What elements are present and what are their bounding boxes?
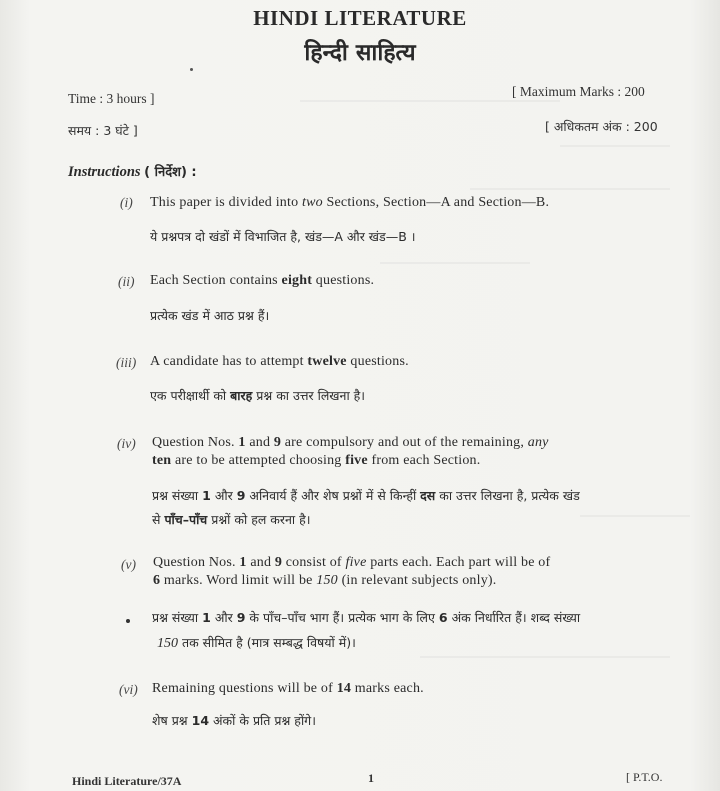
instruction-number: (iv) [117, 436, 136, 451]
show-through-mark [300, 100, 560, 102]
bullet-mark [126, 619, 130, 623]
page-title-hindi: हिन्दी साहित्य [304, 40, 416, 66]
pto-label: [ P.T.O. [626, 770, 663, 784]
instruction-text-en: Each Section contains eight questions. [150, 273, 375, 288]
time-en: Time : 3 hours ] [68, 91, 155, 106]
show-through-mark [580, 515, 690, 517]
instruction-text-hi: प्रत्येक खंड में आठ प्रश्न हैं। [150, 308, 270, 323]
instruction-text-en: Question Nos. 1 and 9 are compulsory and out of the remaining, any [152, 435, 549, 450]
page-title: HINDI LITERATURE [253, 6, 467, 30]
show-through-mark [380, 262, 530, 264]
instruction-text-en: A candidate has to attempt twelve questions. [150, 354, 409, 369]
show-through-mark [470, 188, 670, 190]
instruction-text-en: 6 marks. Word limit will be 150 (in relevant subjects only). [153, 573, 497, 588]
instructions-heading [68, 162, 197, 181]
instruction-number: (vi) [119, 682, 138, 697]
instruction-text-en: ten are to be attempted choosing five from each Section. [152, 453, 481, 468]
instructions-heading-en: Instructions [68, 164, 141, 180]
instruction-text-en: Remaining questions will be of 14 marks each. [152, 681, 424, 696]
paper-code: Hindi Literature/37A [72, 774, 182, 788]
instruction-text-hi: एक परीक्षार्थी को बारह प्रश्न का उत्तर लिखना है। [150, 388, 366, 403]
instruction-text-hi: 150 तक सीमित है (मात्र सम्बद्ध विषयों में)। [157, 635, 356, 651]
instructions-heading-hi: ( निर्देश) : [144, 165, 197, 180]
instruction-text-hi: प्रश्न संख्या 1 और 9 अनिवार्य हैं और शेष प्रश्नों में से किन्हीं दस का उत्तर लिखना है, प्रत्येक खंड [152, 488, 580, 503]
instruction-text-en: Question Nos. 1 and 9 consist of five parts each. Each part will be of [153, 555, 551, 570]
show-through-mark [560, 145, 670, 147]
time-hi: समय : 3 घंटे ] [68, 123, 138, 138]
instruction-text-hi: प्रश्न संख्या 1 और 9 के पाँच–पाँच भाग हैं। प्रत्येक भाग के लिए 6 अंक निर्धारित हैं। शब्द संख्या [152, 610, 581, 625]
instruction-number: (iii) [116, 355, 137, 370]
max-marks-en: [ Maximum Marks : 200 [512, 84, 645, 99]
instruction-number: (i) [120, 195, 133, 210]
page-number: 1 [368, 771, 374, 785]
instruction-text-hi: शेष प्रश्न 14 अंकों के प्रति प्रश्न होंगे। [152, 713, 316, 728]
instruction-text-en: This paper is divided into two Sections, Section—A and Section—B. [150, 195, 550, 210]
speck [190, 68, 193, 71]
show-through-mark [420, 656, 670, 658]
instruction-text-hi: से पाँच–पाँच प्रश्नों को हल करना है। [152, 512, 311, 527]
max-marks-hi: [ अधिकतम अंक : 200 [545, 119, 658, 134]
instruction-number: (v) [121, 557, 136, 572]
instruction-number: (ii) [118, 274, 135, 289]
instruction-text-hi: ये प्रश्नपत्र दो खंडों में विभाजित है, खंड—A और खंड—B । [150, 229, 416, 244]
